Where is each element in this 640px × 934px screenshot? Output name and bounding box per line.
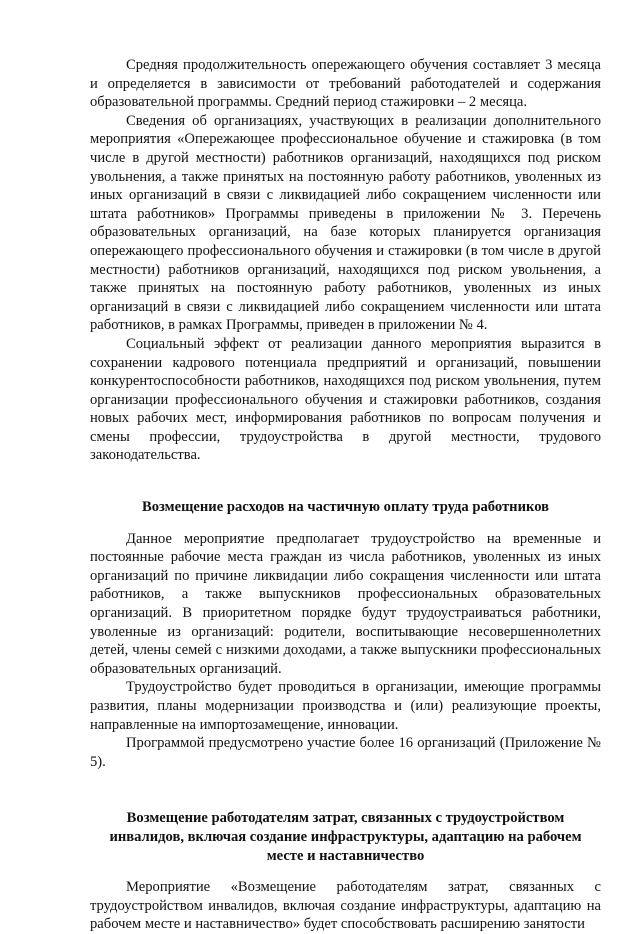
paragraph-employment-description: Данное мероприятие предполагает трудоустройство на временные и постоянные рабочие места граждан из числа работников, уволенных из иных организаций по причине ликвидации либо сокращения численности или штата работников, а также выпускников профессиональных образовательных организаций. В приоритетном порядке будут трудоустраиваться работники, уволенные из организаций: родители, воспитывающие несовершеннолетних детей, члены семей с низкими доходами, а также выпускники профессиональных образовательных организаций. — [90, 530, 601, 677]
document-body — [90, 56, 601, 934]
paragraph-disability-measure: Мероприятие «Возмещение работодателям затрат, связанных с трудоустройством инвалидов, включая создание инфраструктуры, адаптацию на рабочем месте и наставничество» будет способствовать расширению занятости — [90, 879, 601, 933]
paragraph-participation-count: Программой предусмотрено участие более 16 организаций (Приложение № 5). — [90, 735, 601, 770]
section-heading-disability-employment: Возмещение работодателям затрат, связанных с трудоустройством инвалидов, включая создание инфраструктуры, адаптацию на рабочем месте и наставничество — [109, 810, 582, 864]
paragraph-participating-organizations: Сведения об организациях, участвующих в реализации дополнительного мероприятия «Опережающее профессиональное обучение и стажировка (в том числе в другой местности) работников организаций, находящихся под риском увольнения, а также принятых на постоянную работу работников, уволенных из иных организаций в связи с ликвидацией либо сокращением численности или штата работников» Программы приведены в приложении № 3. Перечень образовательных организаций, на базе которых планируется организация опережающего профессионального обучения и стажировки (в том числе в другой местности) работников организаций, находящихся под риском увольнения, а также принятых на постоянную работу работников, уволенных из иных организаций в связи с ликвидацией либо сокращением численности или штата работников, в рамках Программы, приведен в приложении № 4. — [90, 112, 601, 334]
section-heading-wage-compensation: Возмещение расходов на частичную оплату труда работников — [141, 499, 550, 516]
paragraph-employment-organizations: Трудоустройство будет проводиться в организации, имеющие программы развития, планы модернизации производства и (или) реализующие проекты, направленные на импортозамещение, инновации. — [90, 679, 601, 733]
paragraph-training-duration: Средняя продолжительность опережающего обучения составляет 3 месяца и определяется в зависимости от требований работодателей и содержания образовательной программы. Средний период стажировки – 2 месяца. — [90, 57, 601, 111]
paragraph-social-effect: Социальный эффект от реализации данного мероприятия выразится в сохранении кадрового потенциала предприятий и организаций, повышении конкурентоспособности работников, находящихся под риском увольнения, путем организации профессионального обучения и стажировки работников, создания новых рабочих мест, информирования работников по вопросам получения и смены профессии, трудоустройства в другой местности, трудового законодательства. — [90, 335, 601, 464]
